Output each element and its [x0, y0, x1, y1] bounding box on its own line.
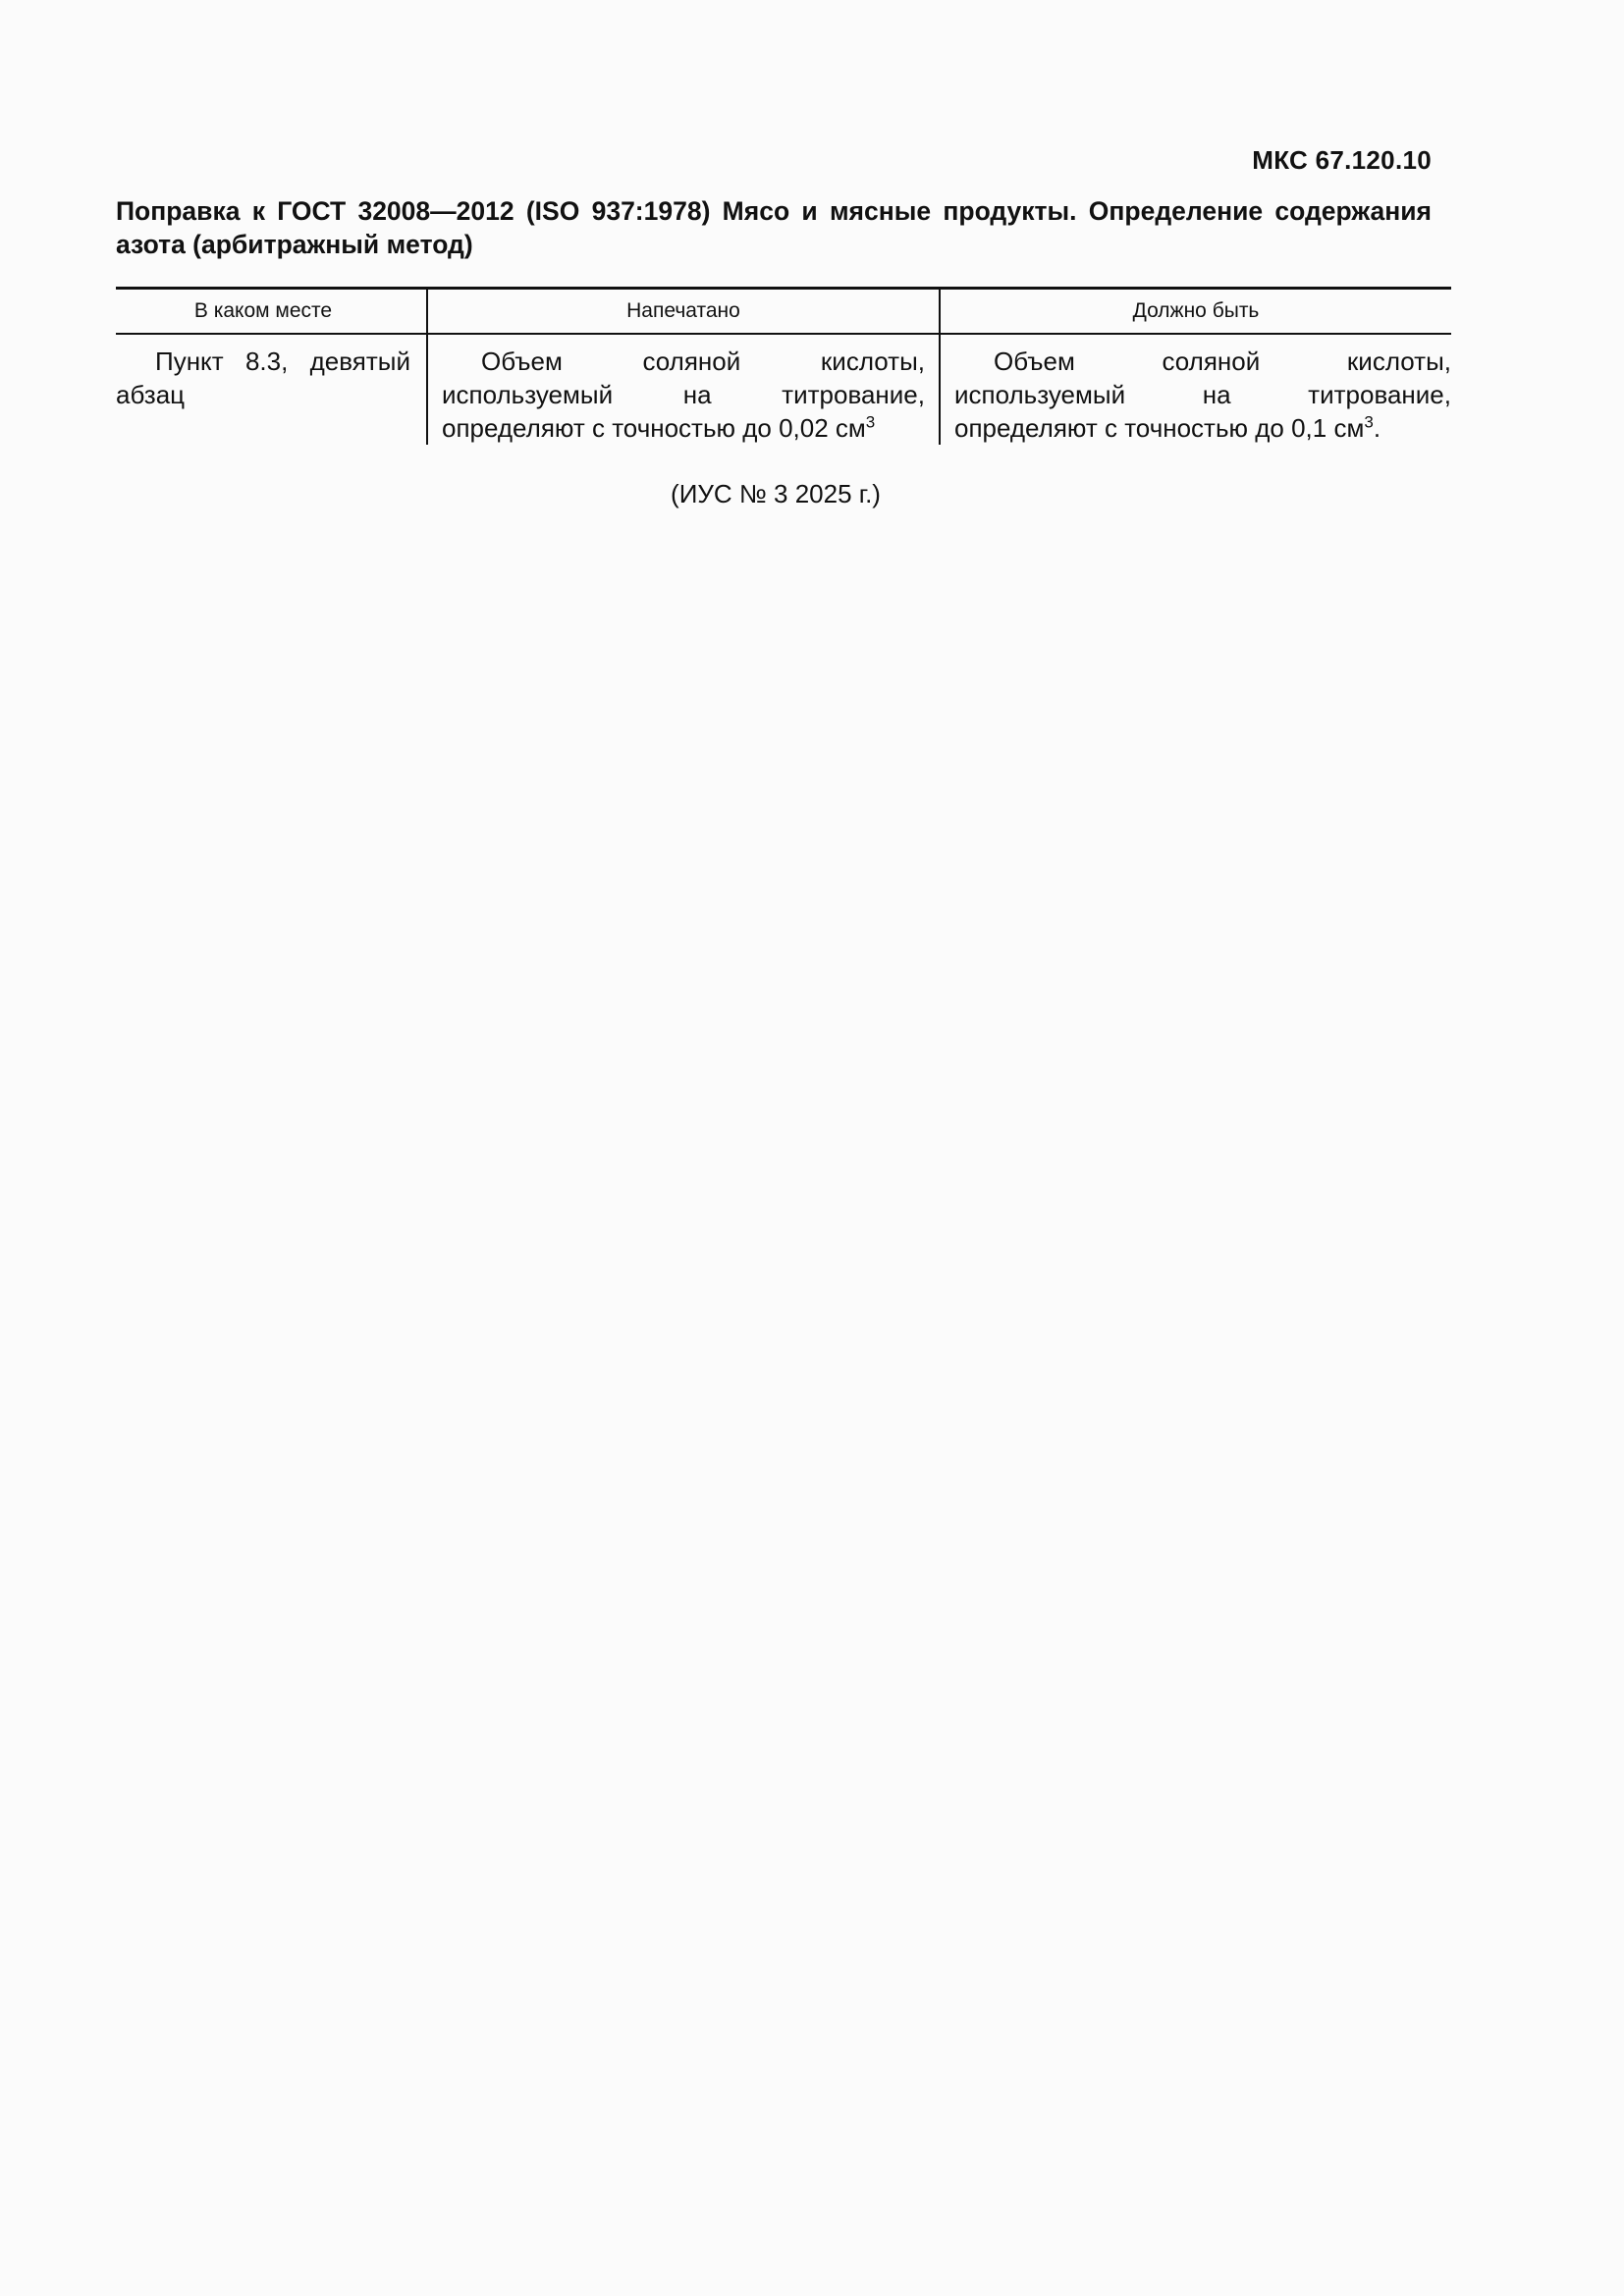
header-should-be: Должно быть — [940, 289, 1451, 335]
cell-printed — [427, 334, 940, 445]
printed-superscript: 3 — [865, 412, 876, 432]
document-title: Поправка к ГОСТ 32008—2012 (ISO 937:1978) Мясо и мясные продукты. Определение содержания азота (арбитражный метод) — [116, 196, 1432, 259]
issue-reference: (ИУС № 3 2025 г.) — [671, 479, 881, 508]
cell-place — [116, 334, 427, 445]
amendment-table — [116, 287, 1451, 445]
place-text: Пункт 8.3, девятый абзац — [116, 347, 410, 409]
printed-text: Объем соляной кислоты, используемый на титрование, определяют с точностью до 0,02 см — [442, 347, 925, 443]
cell-should-be — [940, 334, 1451, 445]
ics-code: МКС 67.120.10 — [1252, 145, 1432, 175]
correct-text: Объем соляной кислоты, используемый на титрование, определяют с точностью до 0,1 см — [954, 347, 1451, 443]
table-row — [116, 334, 1451, 445]
correct-superscript: 3 — [1364, 412, 1374, 432]
correct-tail: . — [1373, 413, 1381, 443]
table-header-row — [116, 289, 1451, 335]
header-place: В каком месте — [116, 289, 427, 335]
header-printed: Напечатано — [427, 289, 940, 335]
